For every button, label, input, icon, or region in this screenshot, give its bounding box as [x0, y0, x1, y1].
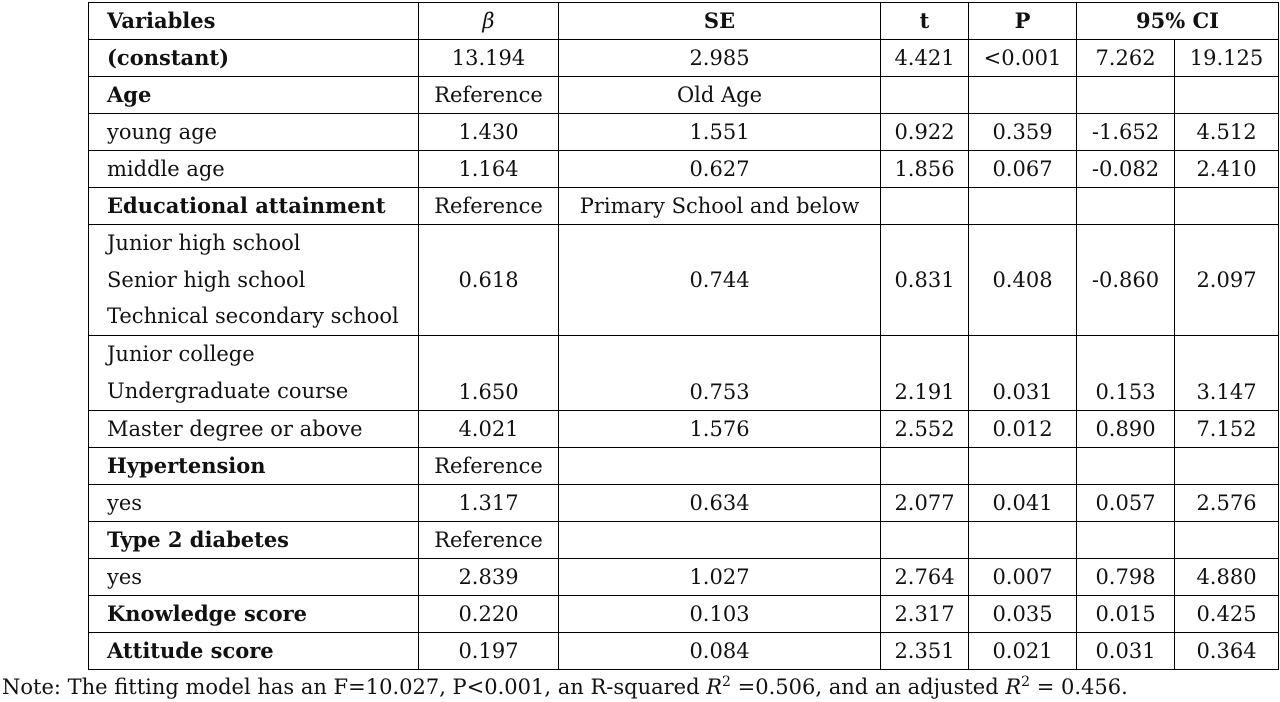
cell-t: 2.552 — [881, 410, 969, 447]
cell-ci-upper — [1175, 188, 1279, 225]
cell-ci-upper: 0.364 — [1175, 632, 1279, 669]
cell-p — [969, 188, 1077, 225]
table-row — [89, 114, 1279, 151]
table-row — [89, 558, 1279, 595]
cell-variable: yes — [89, 484, 419, 521]
cell-p — [969, 77, 1077, 114]
cell-ci-lower — [1077, 447, 1175, 484]
cell-ci-lower: 0.015 — [1077, 595, 1175, 632]
cell-ci-lower: 0.057 — [1077, 484, 1175, 521]
cell-se: 0.627 — [559, 151, 881, 188]
cell-p: 0.408 — [969, 225, 1077, 336]
cell-variable: Type 2 diabetes — [89, 521, 419, 558]
cell-se: 0.744 — [559, 225, 881, 336]
cell-ci-upper: 0.425 — [1175, 595, 1279, 632]
cell-se: 1.027 — [559, 558, 881, 595]
cell-se — [559, 447, 881, 484]
note-r-superscript: 2 — [722, 674, 731, 690]
cell-ci-upper: 2.097 — [1175, 225, 1279, 336]
cell-ci-upper — [1175, 77, 1279, 114]
cell-p: 0.012 — [969, 410, 1077, 447]
variable-line: Junior high school — [107, 231, 301, 255]
cell-beta: 1.650 — [419, 336, 559, 410]
table-row — [89, 188, 1279, 225]
cell-beta: 0.618 — [419, 225, 559, 336]
note-r-symbol-2: R — [1005, 675, 1022, 699]
cell-se: 0.753 — [559, 336, 881, 410]
cell-t: 0.922 — [881, 114, 969, 151]
cell-beta: 1.164 — [419, 151, 559, 188]
cell-ci-lower: 0.890 — [1077, 410, 1175, 447]
cell-se: 1.551 — [559, 114, 881, 151]
cell-beta: 1.430 — [419, 114, 559, 151]
table-row — [89, 151, 1279, 188]
cell-p: 0.031 — [969, 336, 1077, 410]
cell-ci-lower: -1.652 — [1077, 114, 1175, 151]
cell-variable: Educational attainment — [89, 188, 419, 225]
table-note — [2, 672, 1128, 702]
cell-ci-upper — [1175, 521, 1279, 558]
cell-p — [969, 447, 1077, 484]
cell-variable: (constant) — [89, 40, 419, 77]
note-r-superscript-2: 2 — [1021, 674, 1031, 690]
cell-beta: 0.197 — [419, 632, 559, 669]
header-ci: 95% CI — [1077, 3, 1279, 40]
cell-beta: Reference — [419, 77, 559, 114]
cell-variable: Knowledge score — [89, 595, 419, 632]
cell-t: 2.191 — [881, 336, 969, 410]
table-row — [89, 410, 1279, 447]
cell-beta: Reference — [419, 188, 559, 225]
cell-ci-upper: 3.147 — [1175, 336, 1279, 410]
cell-ci-lower: -0.082 — [1077, 151, 1175, 188]
cell-p: 0.007 — [969, 558, 1077, 595]
cell-variable — [89, 225, 419, 336]
cell-t: 2.317 — [881, 595, 969, 632]
cell-variable: Age — [89, 77, 419, 114]
cell-p: 0.021 — [969, 632, 1077, 669]
cell-ci-lower: -0.860 — [1077, 225, 1175, 336]
cell-variable: Master degree or above — [89, 410, 419, 447]
cell-ci-lower: 0.798 — [1077, 558, 1175, 595]
regression-table-container — [88, 2, 1278, 670]
cell-ci-upper: 4.880 — [1175, 558, 1279, 595]
cell-variable: Hypertension — [89, 447, 419, 484]
variable-line: Junior college — [107, 342, 255, 367]
cell-ci-upper: 7.152 — [1175, 410, 1279, 447]
cell-t: 2.351 — [881, 632, 969, 669]
cell-variable: Attitude score — [89, 632, 419, 669]
cell-ci-upper: 2.576 — [1175, 484, 1279, 521]
cell-p: 0.041 — [969, 484, 1077, 521]
cell-se: 0.103 — [559, 595, 881, 632]
note-prefix: Note: The fitting model has an F=10.027, P<0.001, an R-squared — [2, 675, 707, 699]
cell-variable: young age — [89, 114, 419, 151]
cell-beta: 4.021 — [419, 410, 559, 447]
note-suffix: = 0.456. — [1030, 675, 1128, 699]
table-header-row — [89, 3, 1279, 40]
header-p: P — [969, 3, 1077, 40]
variable-line: Undergraduate course — [107, 378, 349, 403]
cell-p: 0.067 — [969, 151, 1077, 188]
cell-p: 0.359 — [969, 114, 1077, 151]
cell-beta: Reference — [419, 447, 559, 484]
cell-t: 2.764 — [881, 558, 969, 595]
note-mid: =0.506, and an adjusted — [730, 675, 1006, 699]
cell-variable — [89, 336, 419, 410]
table-row — [89, 40, 1279, 77]
cell-beta: 1.317 — [419, 484, 559, 521]
table-row — [89, 632, 1279, 669]
header-beta: β — [419, 3, 559, 40]
cell-se: 1.576 — [559, 410, 881, 447]
cell-ci-lower — [1077, 77, 1175, 114]
cell-t — [881, 447, 969, 484]
cell-ci-lower — [1077, 521, 1175, 558]
cell-ci-upper: 2.410 — [1175, 151, 1279, 188]
cell-t: 0.831 — [881, 225, 969, 336]
cell-ci-lower: 7.262 — [1077, 40, 1175, 77]
cell-t — [881, 521, 969, 558]
cell-variable: yes — [89, 558, 419, 595]
header-variables: Variables — [89, 3, 419, 40]
cell-ci-lower — [1077, 188, 1175, 225]
cell-p — [969, 521, 1077, 558]
cell-se: 0.084 — [559, 632, 881, 669]
header-se: SE — [559, 3, 881, 40]
table-body — [89, 40, 1279, 670]
cell-ci-upper: 19.125 — [1175, 40, 1279, 77]
cell-beta: 0.220 — [419, 595, 559, 632]
table-row — [89, 595, 1279, 632]
cell-t — [881, 77, 969, 114]
cell-se: Old Age — [559, 77, 881, 114]
cell-p: <0.001 — [969, 40, 1077, 77]
cell-ci-upper — [1175, 447, 1279, 484]
note-r-symbol: R — [706, 675, 723, 699]
cell-t: 4.421 — [881, 40, 969, 77]
cell-ci-lower: 0.153 — [1077, 336, 1175, 410]
header-t: t — [881, 3, 969, 40]
variable-line: Senior high school — [107, 267, 306, 292]
cell-t: 2.077 — [881, 484, 969, 521]
cell-se: 0.634 — [559, 484, 881, 521]
cell-ci-lower: 0.031 — [1077, 632, 1175, 669]
cell-ci-upper: 4.512 — [1175, 114, 1279, 151]
table-row — [89, 77, 1279, 114]
table-row — [89, 484, 1279, 521]
cell-t: 1.856 — [881, 151, 969, 188]
table-row — [89, 225, 1279, 336]
cell-beta: 13.194 — [419, 40, 559, 77]
cell-p: 0.035 — [969, 595, 1077, 632]
regression-table — [88, 2, 1279, 670]
cell-se: Primary School and below — [559, 188, 881, 225]
cell-beta: Reference — [419, 521, 559, 558]
cell-se: 2.985 — [559, 40, 881, 77]
cell-t — [881, 188, 969, 225]
cell-variable: middle age — [89, 151, 419, 188]
cell-beta: 2.839 — [419, 558, 559, 595]
cell-se — [559, 521, 881, 558]
variable-line: Technical secondary school — [107, 304, 399, 329]
table-row — [89, 521, 1279, 558]
table-row — [89, 447, 1279, 484]
table-row — [89, 336, 1279, 410]
